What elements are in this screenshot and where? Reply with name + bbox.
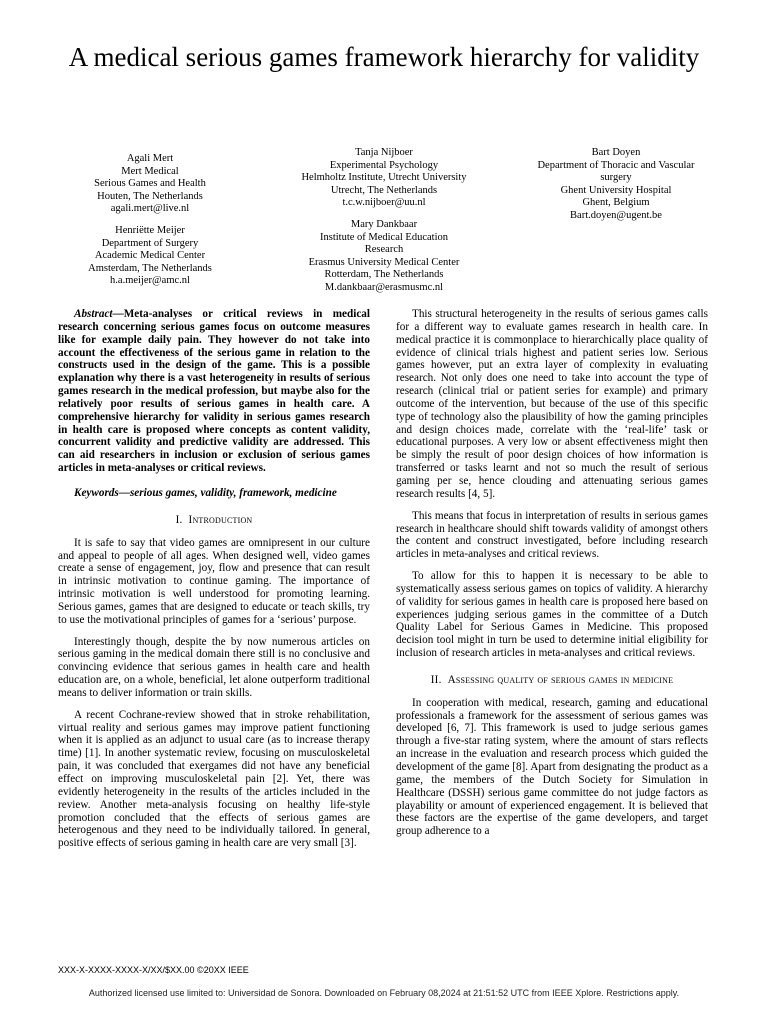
author-affiliation: surgery — [600, 172, 632, 184]
paragraph: In cooperation with medical, research, gaming and educational professionals a framework for the assessment of serious games was developed [6, 7]. This framework is used to judge serious games through a five-star rating system, where the amount of stars reflects an increase in the evaluation and research process which guided the development of the game [8]. Apart from designating the product as a game, the members of the Dutch Society for Simulation in Healthcare (DSSH) serious game committee do not judge factors as playability or amount of experienced engagement. It is believed that these factors are the expertise of the game developers, and target group adherence to a — [396, 696, 708, 838]
author-email: agali.mert@live.nl — [110, 203, 190, 215]
section-title: Assessing quality of serious games in medicine — [447, 673, 674, 686]
section-heading-assessing-quality — [396, 674, 708, 687]
author-email: t.c.w.nijboer@uu.nl — [342, 197, 426, 209]
author-affiliation: Department of Surgery — [101, 237, 199, 249]
author-affiliation: Serious Games and Health — [94, 178, 206, 190]
author-affiliation: Erasmus University Medical Center — [308, 256, 460, 268]
section-numeral: II. — [430, 673, 442, 686]
abstract-dash: — — [112, 308, 124, 320]
author-name: Tanja Nijboer — [355, 147, 413, 158]
author-name: Bart Doyen — [591, 147, 641, 158]
author-affiliation: Department of Thoracic and Vascular — [537, 159, 695, 171]
keywords — [58, 487, 370, 500]
author-block-2 — [270, 147, 498, 210]
author-email: M.dankbaar@erasmusmc.nl — [324, 281, 444, 293]
keywords-dash: — — [118, 486, 130, 499]
paragraph: To allow for this to happen it is necessary to be able to systematically assess serious games on topics of validity. A hierarchy of validity for serious games in health care is proposed here based on experiences judging serious games in the committee of a Dutch Quality Label for Serious Games in Medicine. This proposed decision tool might in turn be used to determine initial eligibility for inclusion of research articles in meta-analyses and critical reviews. — [396, 570, 708, 660]
author-affiliation: Experimental Psychology — [329, 159, 439, 171]
paragraph: Interestingly though, despite the by now numerous articles on serious gaming in the medical domain there still is no conclusive and convincing evidence that serious games in health care and health education are, on a whole, beneficial, let alone outperform traditional means to deliver information or train skills. — [58, 635, 370, 699]
author-location: Utrecht, The Netherlands — [330, 184, 438, 196]
author-block-1 — [60, 153, 240, 216]
author-affiliation: Ghent University Hospital — [560, 184, 672, 196]
right-column — [396, 308, 708, 847]
paragraph: This structural heterogeneity in the results of serious games calls for a different way to evaluate games research in health care. In medical practice it is commonplace to hierarchically place quality of evidence of clinical trials highest and patient series low. Serious games however, put an extra layer of complexity in evaluating research. Not only does one need to take into account the type of research (clinical trial or patient series for example) and primary outcome of the intervention, but because of the use of this specific type of technology also the plausibility of how the gaming principles and design choices made, correlate with the ‘real-life’ task or educational purposes. A very low or absent effectiveness might then be simply the result of poor design choices of how information is transferred or tasks learnt and not so much the result of serious gaming per se, hence clouding and attenuating serious games research results [4, 5]. — [396, 308, 708, 500]
author-affiliation: Research — [364, 244, 404, 256]
author-location: Houten, The Netherlands — [97, 190, 203, 202]
author-name: Agali Mert — [126, 153, 174, 164]
author-block-4 — [60, 225, 240, 288]
license-notice: Authorized licensed use limited to: Universidad de Sonora. Downloaded on February 08,2024 at 21:51:52 UTC from IEEE Xplore. Restrictions apply. — [88, 988, 680, 998]
paragraph: A recent Cochrane-review showed that in stroke rehabilitation, virtual reality and serious games may improve patient functioning when it is applied as an adjunct to usual care (as to increase therapy time) [1]. In another systematic review, focusing on musculoskeletal pain, it was concluded that exergames did not have any beneficial effect on improving musculoskeletal pain [2]. Yet, there was evidently heterogeneity in the results of the articles included in the review. Another meta-analysis focusing on healthy life-style promotion concluded that the effects of serious games are heterogenous and they need to be individually tailored. In general, positive effects of serious gaming in health care are very small [3]. — [58, 708, 370, 850]
author-location: Ghent, Belgium — [582, 197, 650, 209]
author-block-3 — [518, 147, 714, 223]
author-block-5 — [270, 219, 498, 295]
author-email: Bart.doyen@ugent.be — [570, 209, 662, 221]
abstract-text: Meta-analyses or critical reviews in medical research concerning serious games focus on outcome measures like for example daily pain. They however do not take into account the effectiveness of the serious game in relation to the constructs used in the design of the game. This is a possible explanation why there is a vast heterogeneity in results of serious games research in the medical profession, but maybe also for the relatively poor results of serious games in health care. A comprehensive hierarchy for validity in serious games research in health care is proposed where concepts as content validity, concurrent validity and predictive validity are addressed. This can aid researchers in inclusion or exclusion of serious games articles in meta-analyses or critical reviews. — [58, 308, 370, 475]
abstract — [58, 308, 370, 475]
paper-title: A medical serious games framework hierarchy for validity — [68, 42, 700, 72]
keywords-label: Keywords — [74, 486, 119, 499]
author-email: h.a.meijer@amc.nl — [110, 275, 190, 287]
copyright-line: XXX-X-XXXX-XXXX-X/XX/$XX.00 ©20XX IEEE — [58, 965, 249, 975]
author-affiliation: Academic Medical Center — [94, 250, 206, 262]
keywords-text: serious games, validity, framework, medicine — [129, 486, 337, 499]
author-affiliation: Helmholtz Institute, Utrecht University — [301, 172, 467, 184]
author-affiliation: Institute of Medical Education — [319, 231, 448, 243]
author-affiliation: Mert Medical — [121, 165, 179, 177]
author-location: Rotterdam, The Netherlands — [324, 269, 444, 281]
author-location: Amsterdam, The Netherlands — [88, 262, 212, 274]
left-column — [58, 308, 370, 859]
section-numeral: I. — [175, 513, 183, 526]
section-title: Introduction — [188, 513, 253, 526]
author-name: Mary Dankbaar — [350, 219, 418, 230]
abstract-label: Abstract — [74, 308, 113, 320]
section-heading-introduction — [58, 514, 370, 527]
paragraph: It is safe to say that video games are omnipresent in our culture and appeal to people of all ages. When designed well, video games create a sense of engagement, joy, flow and presence that can result in intrinsic motivation to continue gaming. The importance of intrinsic motivation is well understood for promoting learning. Serious games, games that are designed to educate or teach skills, try to use the motivational principles of games for a ‘serious’ purpose. — [58, 536, 370, 626]
author-name: Henriëtte Meijer — [115, 225, 185, 236]
paragraph: This means that focus in interpretation of results in serious games research in healthcare should shift towards validity of amongst others the content and construct investigated, before including research articles in meta-analyses and critical reviews. — [396, 509, 708, 561]
